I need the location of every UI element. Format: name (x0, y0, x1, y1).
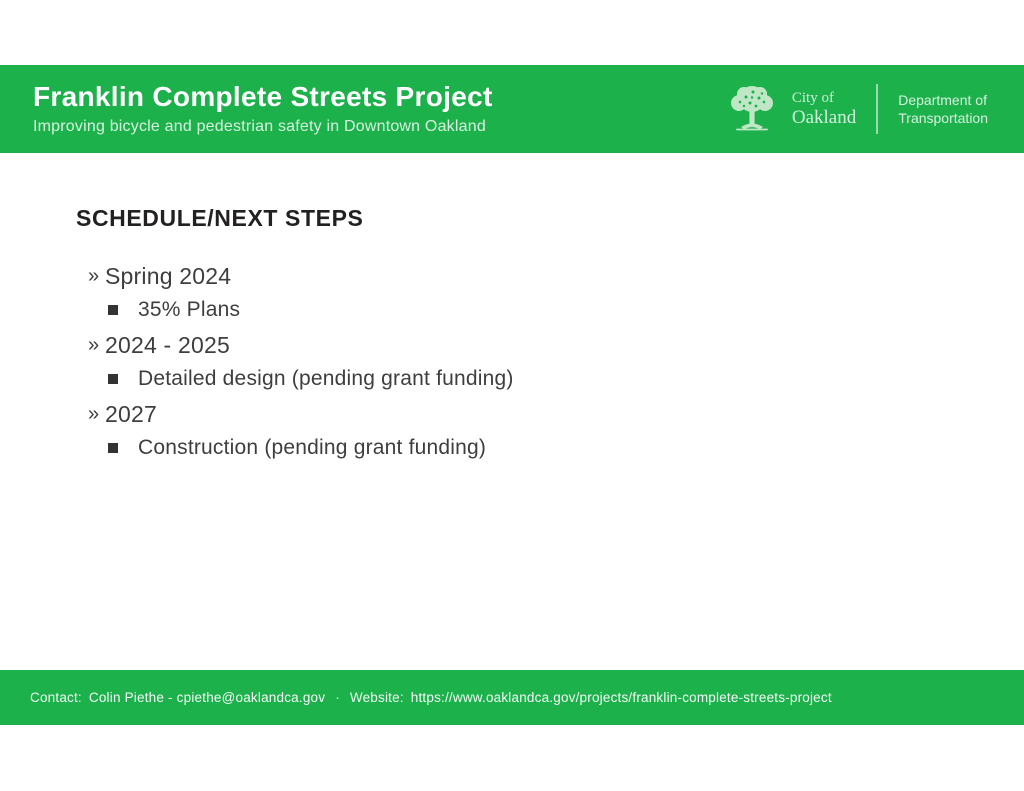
schedule-period-label: Spring 2024 (105, 262, 232, 289)
footer-band (0, 670, 1024, 725)
chevron-bullet-icon: » (88, 333, 100, 356)
square-bullet-icon (108, 374, 118, 384)
square-bullet-icon (108, 305, 118, 315)
schedule-item-label: Detailed design (pending grant funding) (138, 367, 514, 390)
schedule-period-label: 2024 - 2025 (105, 331, 230, 358)
logo-city-of-oakland (792, 90, 856, 128)
oak-tree-logo-icon (726, 84, 778, 134)
logo-group (726, 84, 988, 134)
logo-divider (876, 84, 878, 134)
website-label: Website: (349, 690, 404, 705)
schedule-period-row (88, 328, 888, 362)
schedule-item-label: 35% Plans (138, 298, 241, 321)
schedule-item-row (88, 431, 888, 465)
logo-dept-line2: Transportation (898, 110, 988, 126)
logo-city-line2: Oakland (791, 106, 857, 128)
logo-city-line1: City of (791, 89, 834, 106)
schedule-period-row (88, 259, 888, 293)
schedule-item-row (88, 362, 888, 396)
page-subtitle: Improving bicycle and pedestrian safety in Downtown Oakland (33, 117, 486, 135)
contact-label: Contact: (30, 690, 82, 705)
website-value[interactable]: https://www.oaklandca.gov/projects/franklin-complete-streets-project (410, 690, 832, 705)
logo-dept-line1: Department of (898, 91, 987, 108)
header-band (0, 65, 1024, 153)
section-heading: SCHEDULE/NEXT STEPS (76, 205, 364, 231)
contact-value[interactable]: Colin Piethe - cpiethe@oaklandca.gov (88, 690, 326, 705)
page-title: Franklin Complete Streets Project (33, 81, 493, 113)
footer-separator: · (335, 690, 340, 705)
schedule-list (88, 258, 888, 465)
schedule-period-row (88, 397, 888, 431)
schedule-period-label: 2027 (105, 400, 157, 427)
chevron-bullet-icon: » (88, 402, 100, 425)
square-bullet-icon (108, 443, 118, 453)
header-titles (33, 82, 493, 136)
schedule-item-row (88, 293, 888, 327)
chevron-bullet-icon: » (88, 264, 100, 287)
schedule-item-label: Construction (pending grant funding) (138, 436, 487, 459)
logo-department (898, 91, 988, 127)
